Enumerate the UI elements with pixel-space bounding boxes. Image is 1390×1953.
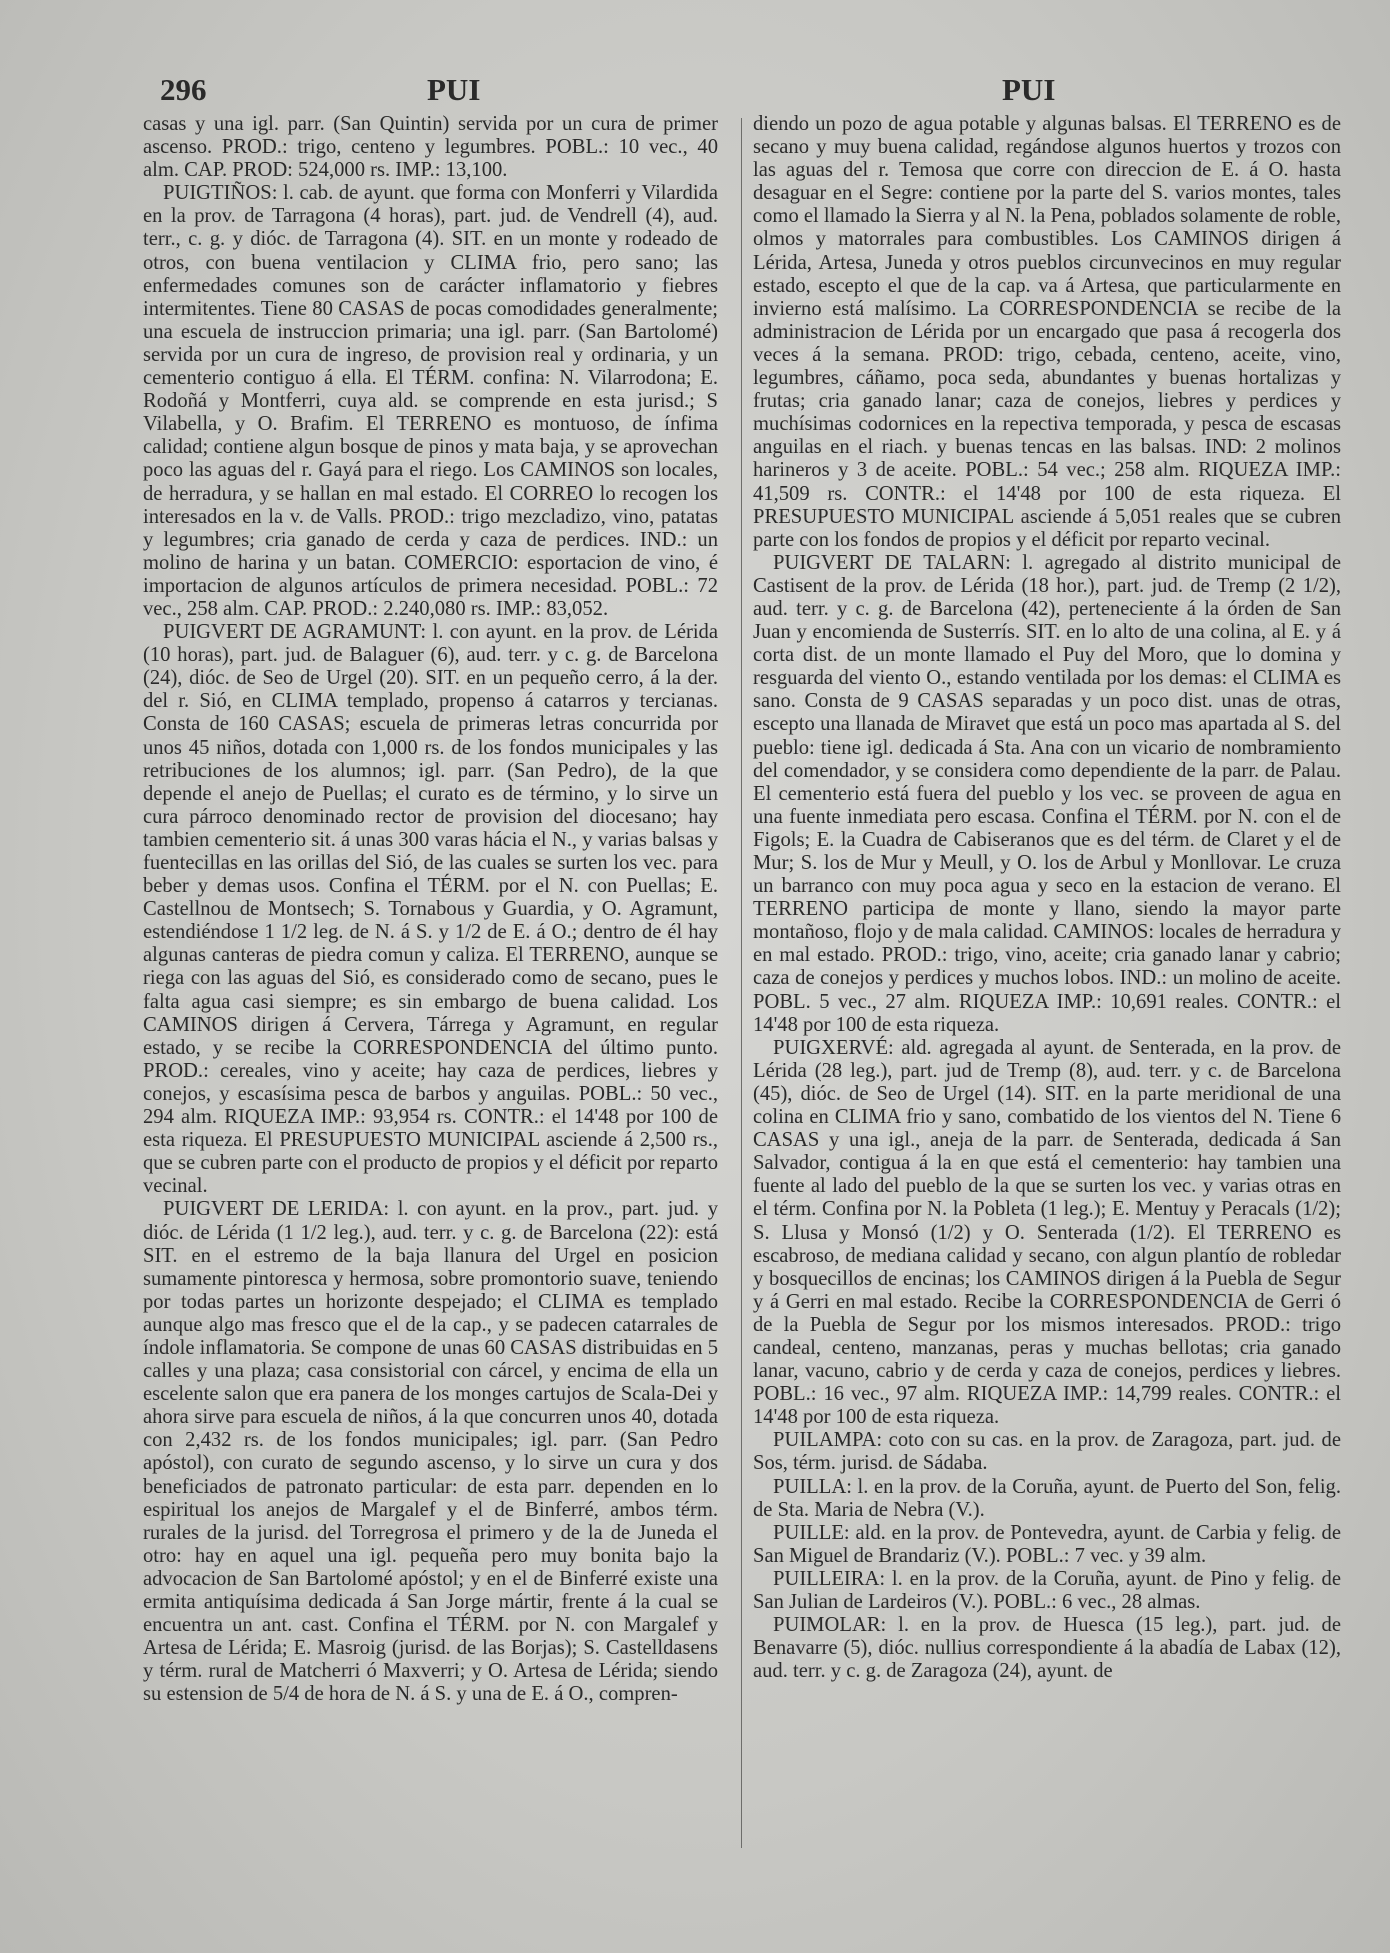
entry-puilampa: PUILAMPA: coto con su cas. en la prov. de Zaragoza, part. jud. de Sos, térm. jurisd. de Sádaba.: [753, 1429, 1341, 1475]
entry-puigvert-de-lerida: PUIGVERT DE LERIDA: l. con ayunt. en la prov., part. jud. y dióc. de Lérida (1 1/2 leg.), aud. terr. y c. g. de Barcelona (22): está SIT. en el estremo de la baja llanura del Urgel en posicion sumamente pintoresca y hermosa, sobre promontorio suave, teniendo por todas partes un horizonte despejado; el CLIMA es templado aunque algo mas fresco que el de la cap., y se padecen catarrales de índole inflamatoria. Se compone de unas 60 CASAS distribuidas en 5 calles y una plaza; casa consistorial con cárcel, y encima de ella un escelente salon que era panera de los monges cartujos de Scala-Dei y ahora sirve para escuela de niños, á la que concurren unos 40, dotada con 2,432 rs. de los fondos municipales; igl. parr. (San Pedro apóstol), con curato de segundo ascenso, y lo sirve un cura y dos beneficiados de patronato particular: de esta parr. dependen en lo espiritual los anejos de Margalef y el de Binferré, ambos térm. rurales de la jurisd. del Torregrosa el primero y de la de Juneda el otro: hay en aquel una igl. pequeña pero muy bonita bajo la advocacion de San Bartolomé apóstol; y en el de Binferré existe una ermita antiquísima dedicada á San Jorge mártir, frente á la cual se encuentra un ant. cast. Confina el TÉRM. por N. con Margalef y Artesa de Lérida; E. Masroig (jurisd. de las Borjas); S. Castelldasens y térm. rural de Matcherri ó Maxverri; y O. Artesa de Lérida; siendo su estension de 5/4 de hora de N. á S. y una de E. á O., compren-: [143, 1198, 718, 1706]
entry-puigvert-de-talarn: PUIGVERT DE TALARN: l. agregado al distrito municipal de Castisent de la prov. de Lérida (18 hor.), part. jud. de Tremp (2 1/2), aud. terr. y c. g. de Barcelona (42), perteneciente á la órden de San Juan y encomienda de Susterrís. SIT. en lo alto de una colina, al E. y á corta dist. de un monte llamado el Puy del Moro, que lo domina y resguarda del viento O., estando ventilada por los demas: el CLIMA es sano. Consta de 9 CASAS separadas y un poco dist. unas de otras, escepto una llanada de Miravet que está un poco mas apartada al S. del pueblo: tiene igl. dedicada á Sta. Ana con un vicario de nombramiento del comendador, y se considera como dependiente de la parr. de Palau. El cementerio está fuera del pueblo y los vec. se proveen de agua en una fuente inmediata pero escasa. Confina el TÉRM. por N. con el de Figols; E. la Cuadra de Cabiseranos que es del térm. de Claret y el de Mur; S. los de Mur y Meull, y O. los de Arbul y Monllovar. Le cruza un barranco con muy poca agua y seco en la estacion de verano. El TERRENO participa de monte y llano, siendo la mayor parte montañoso, flojo y de mala calidad. CAMINOS: locales de herradura y en mal estado. PROD.: trigo, vino, aceite; cria ganado lanar y cabrio; caza de conejos y perdices y muchos lobos. IND.: un molino de aceite. POBL. 5 vec., 27 alm. RIQUEZA IMP.: 10,691 reales. CONTR.: el 14'48 por 100 de esta riqueza.: [753, 551, 1341, 1036]
column-divider: [741, 118, 742, 1848]
entry-continuation: casas y una igl. parr. (San Quintin) servida por un cura de primer ascenso. PROD.: trigo, centeno y legumbres. POBL.: 10 vec., 40 alm. CAP. PROD: 524,000 rs. IMP.: 13,100.: [143, 113, 718, 182]
entry-puilleira: PUILLEIRA: l. en la prov. de la Coruña, ayunt. de Pino y felig. de San Julian de Lardeiros (V.). POBL.: 6 vec., 28 almas.: [753, 1567, 1341, 1613]
entry-puilla: PUILLA: l. en la prov. de la Coruña, ayunt. de Puerto del Son, felig. de Sta. Maria de Nebra (V.).: [753, 1475, 1341, 1521]
entry-puigvert-de-agramunt: PUIGVERT DE AGRAMUNT: l. con ayunt. en la prov. de Lérida (10 horas), part. jud. de Balaguer (6), aud. terr. y c. g. de Barcelona (24), dióc. de Seo de Urgel (20). SIT. en un pequeño cerro, á la der. del r. Sió, en CLIMA templado, propenso á catarros y tercianas. Consta de 160 CASAS; escuela de primeras letras concurrida por unos 45 niños, dotada con 1,000 rs. de los fondos municipales y las retribuciones de los alumnos; igl. parr. (San Pedro), de la que depende el anejo de Puellas; el curato es de término, y lo sirve un cura párroco denominado rector de provision del diocesano; hay tambien cementerio sit. á unas 300 varas hácia el N., y varias balsas y fuentecillas en las orillas del Sió, de las cuales se surten los vec. para beber y demas usos. Confina el TÉRM. por el N. con Puellas; E. Castellnou de Montsech; S. Tornabous y Guardia, y O. Agramunt, estendiéndose 1 1/2 leg. de N. á S. y 1/2 de E. á O.; dentro de él hay algunas canteras de piedra comun y caliza. El TERRENO, aunque se riega con las aguas del Sió, es considerado como de secano, pues le falta agua casi siempre; es sin embargo de buena calidad. Los CAMINOS dirigen á Cervera, Tárrega y Agramunt, en regular estado, y se recibe la CORRESPONDENCIA del último punto. PROD.: cereales, vino y aceite; hay caza de perdices, liebres y conejos, y escasísima pesca de barbos y anguilas. POBL.: 50 vec., 294 alm. RIQUEZA IMP.: 93,954 rs. CONTR.: el 14'48 por 100 de esta riqueza. El PRESUPUESTO MUNICIPAL asciende á 2,500 rs., que se cubren parte con el producto de propios y el déficit por reparto vecinal.: [143, 621, 718, 1198]
entry-puigxerve: PUIGXERVÉ: ald. agregada al ayunt. de Senterada, en la prov. de Lérida (28 leg.), part. jud de Tremp (8), aud. terr. y c. de Barcelona (45), dióc. de Seo de Urgel (14). SIT. en la parte meridional de una colina en CLIMA frio y sano, combatido de los vientos del N. Tiene 6 CASAS y una igl., aneja de la parr. de Senterada, dedicada á San Salvador, contigua á la en que está el cementerio: hay tambien una fuente al lado del pueblo de la que se surten los vec. y varias otras en el térm. Confina por N. la Pobleta (1 leg.); E. Mentuy y Peracals (1/2); S. Llusa y Monsó (1/2) y O. Senterada (1/2). El TERRENO es escabroso, de mediana calidad y secano, con algun plantío de robledar y bosquecillos de encinas; los CAMINOS dirigen á la Puebla de Segur y á Gerri en mal estado. Recibe la CORRESPONDENCIA de Gerri ó de la Puebla de Segur por los mismos interesados. PROD.: trigo candeal, centeno, manzanas, peras y muchas bellotas; cria ganado lanar, vacuno, cabrio y de cerda y caza de conejos, perdices y liebres. POBL.: 16 vec., 97 alm. RIQUEZA IMP.: 14,799 reales. CONTR.: el 14'48 por 100 de esta riqueza.: [753, 1036, 1341, 1429]
entry-puille: PUILLE: ald. en la prov. de Pontevedra, ayunt. de Carbia y felig. de San Miguel de Brandariz (V.). POBL.: 7 vec. y 39 alm.: [753, 1521, 1341, 1567]
running-head-right: PUI: [1002, 72, 1056, 107]
running-head-left: PUI: [427, 72, 481, 107]
left-column: [143, 113, 718, 1706]
page-number: 296: [160, 72, 207, 107]
page-header: [0, 72, 1390, 112]
entry-continuation: diendo un pozo de agua potable y algunas balsas. El TERRENO es de secano y muy buena calidad, regándose algunos huertos y trozos con las aguas del r. Temosa que corre con direccion de E. á O. hasta desaguar en el Segre: contiene por la parte del S. varios montes, tales como el llamado la Sierra y al N. la Pena, poblados solamente de roble, olmos y matorrales para combustibles. Los CAMINOS dirigen á Lérida, Artesa, Juneda y otros pueblos circunvecinos en muy regular estado, escepto el que de la cap. va á Artesa, que particularmente en invierno está malísimo. La CORRESPONDENCIA se recibe de la administracion de Lérida por un encargado que pasa á recogerla dos veces á la semana. PROD: trigo, cebada, centeno, aceite, vino, legumbres, cáñamo, poca seda, abundantes y buenas hortalizas y frutas; cria ganado lanar; caza de conejos, liebres y perdices y muchísimas codornices en la repectiva temporada, y pesca de escasas anguilas en el riach. y buenas tencas en las balsas. IND: 2 molinos harineros y 3 de aceite. POBL.: 54 vec.; 258 alm. RIQUEZA IMP.: 41,509 rs. CONTR.: el 14'48 por 100 de esta riqueza. El PRESUPUESTO MUNICIPAL asciende á 5,051 reales que se cubren parte con los fondos de propios y el déficit por reparto vecinal.: [753, 113, 1341, 551]
right-column: [753, 113, 1341, 1683]
entry-puigtinos: PUIGTIÑOS: l. cab. de ayunt. que forma con Monferri y Vilardida en la prov. de Tarragona (4 horas), part. jud. de Vendrell (4), aud. terr., c. g. y dióc. de Tarragona (4). SIT. en un monte y rodeado de otros, con buena ventilacion y CLIMA frio, pero sano; las enfermedades comunes son de carácter inflamatorio y fiebres intermitentes. Tiene 80 CASAS de pocas comodidades generalmente; una escuela de instruccion primaria; una igl. parr. (San Bartolomé) servida por un cura de ingreso, de provision real y ordinaria, y un cementerio contiguo á ella. El TÉRM. confina: N. Vilarrodona; E. Rodoñá y Montferri, cuya ald. se comprende en esta jurisd.; S Vilabella, y O. Brafim. El TERRENO es montuoso, de ínfima calidad; contiene algun bosque de pinos y mata baja, y se aprovechan poco las aguas del r. Gayá para el riego. Los CAMINOS son locales, de herradura, y se hallan en mal estado. El CORREO lo recogen los interesados en la v. de Valls. PROD.: trigo mezcladizo, vino, patatas y legumbres; cria ganado de cerda y caza de perdices. IND.: un molino de harina y un batan. COMERCIO: esportacion de vino, é importacion de algunos artículos de primera necesidad. POBL.: 72 vec., 258 alm. CAP. PROD.: 2.240,080 rs. IMP.: 83,052.: [143, 182, 718, 620]
entry-puimolar: PUIMOLAR: l. en la prov. de Huesca (15 leg.), part. jud. de Benavarre (5), dióc. nullius correspondiente á la abadía de Labax (12), aud. terr. y c. g. de Zaragoza (24), ayunt. de: [753, 1614, 1341, 1683]
